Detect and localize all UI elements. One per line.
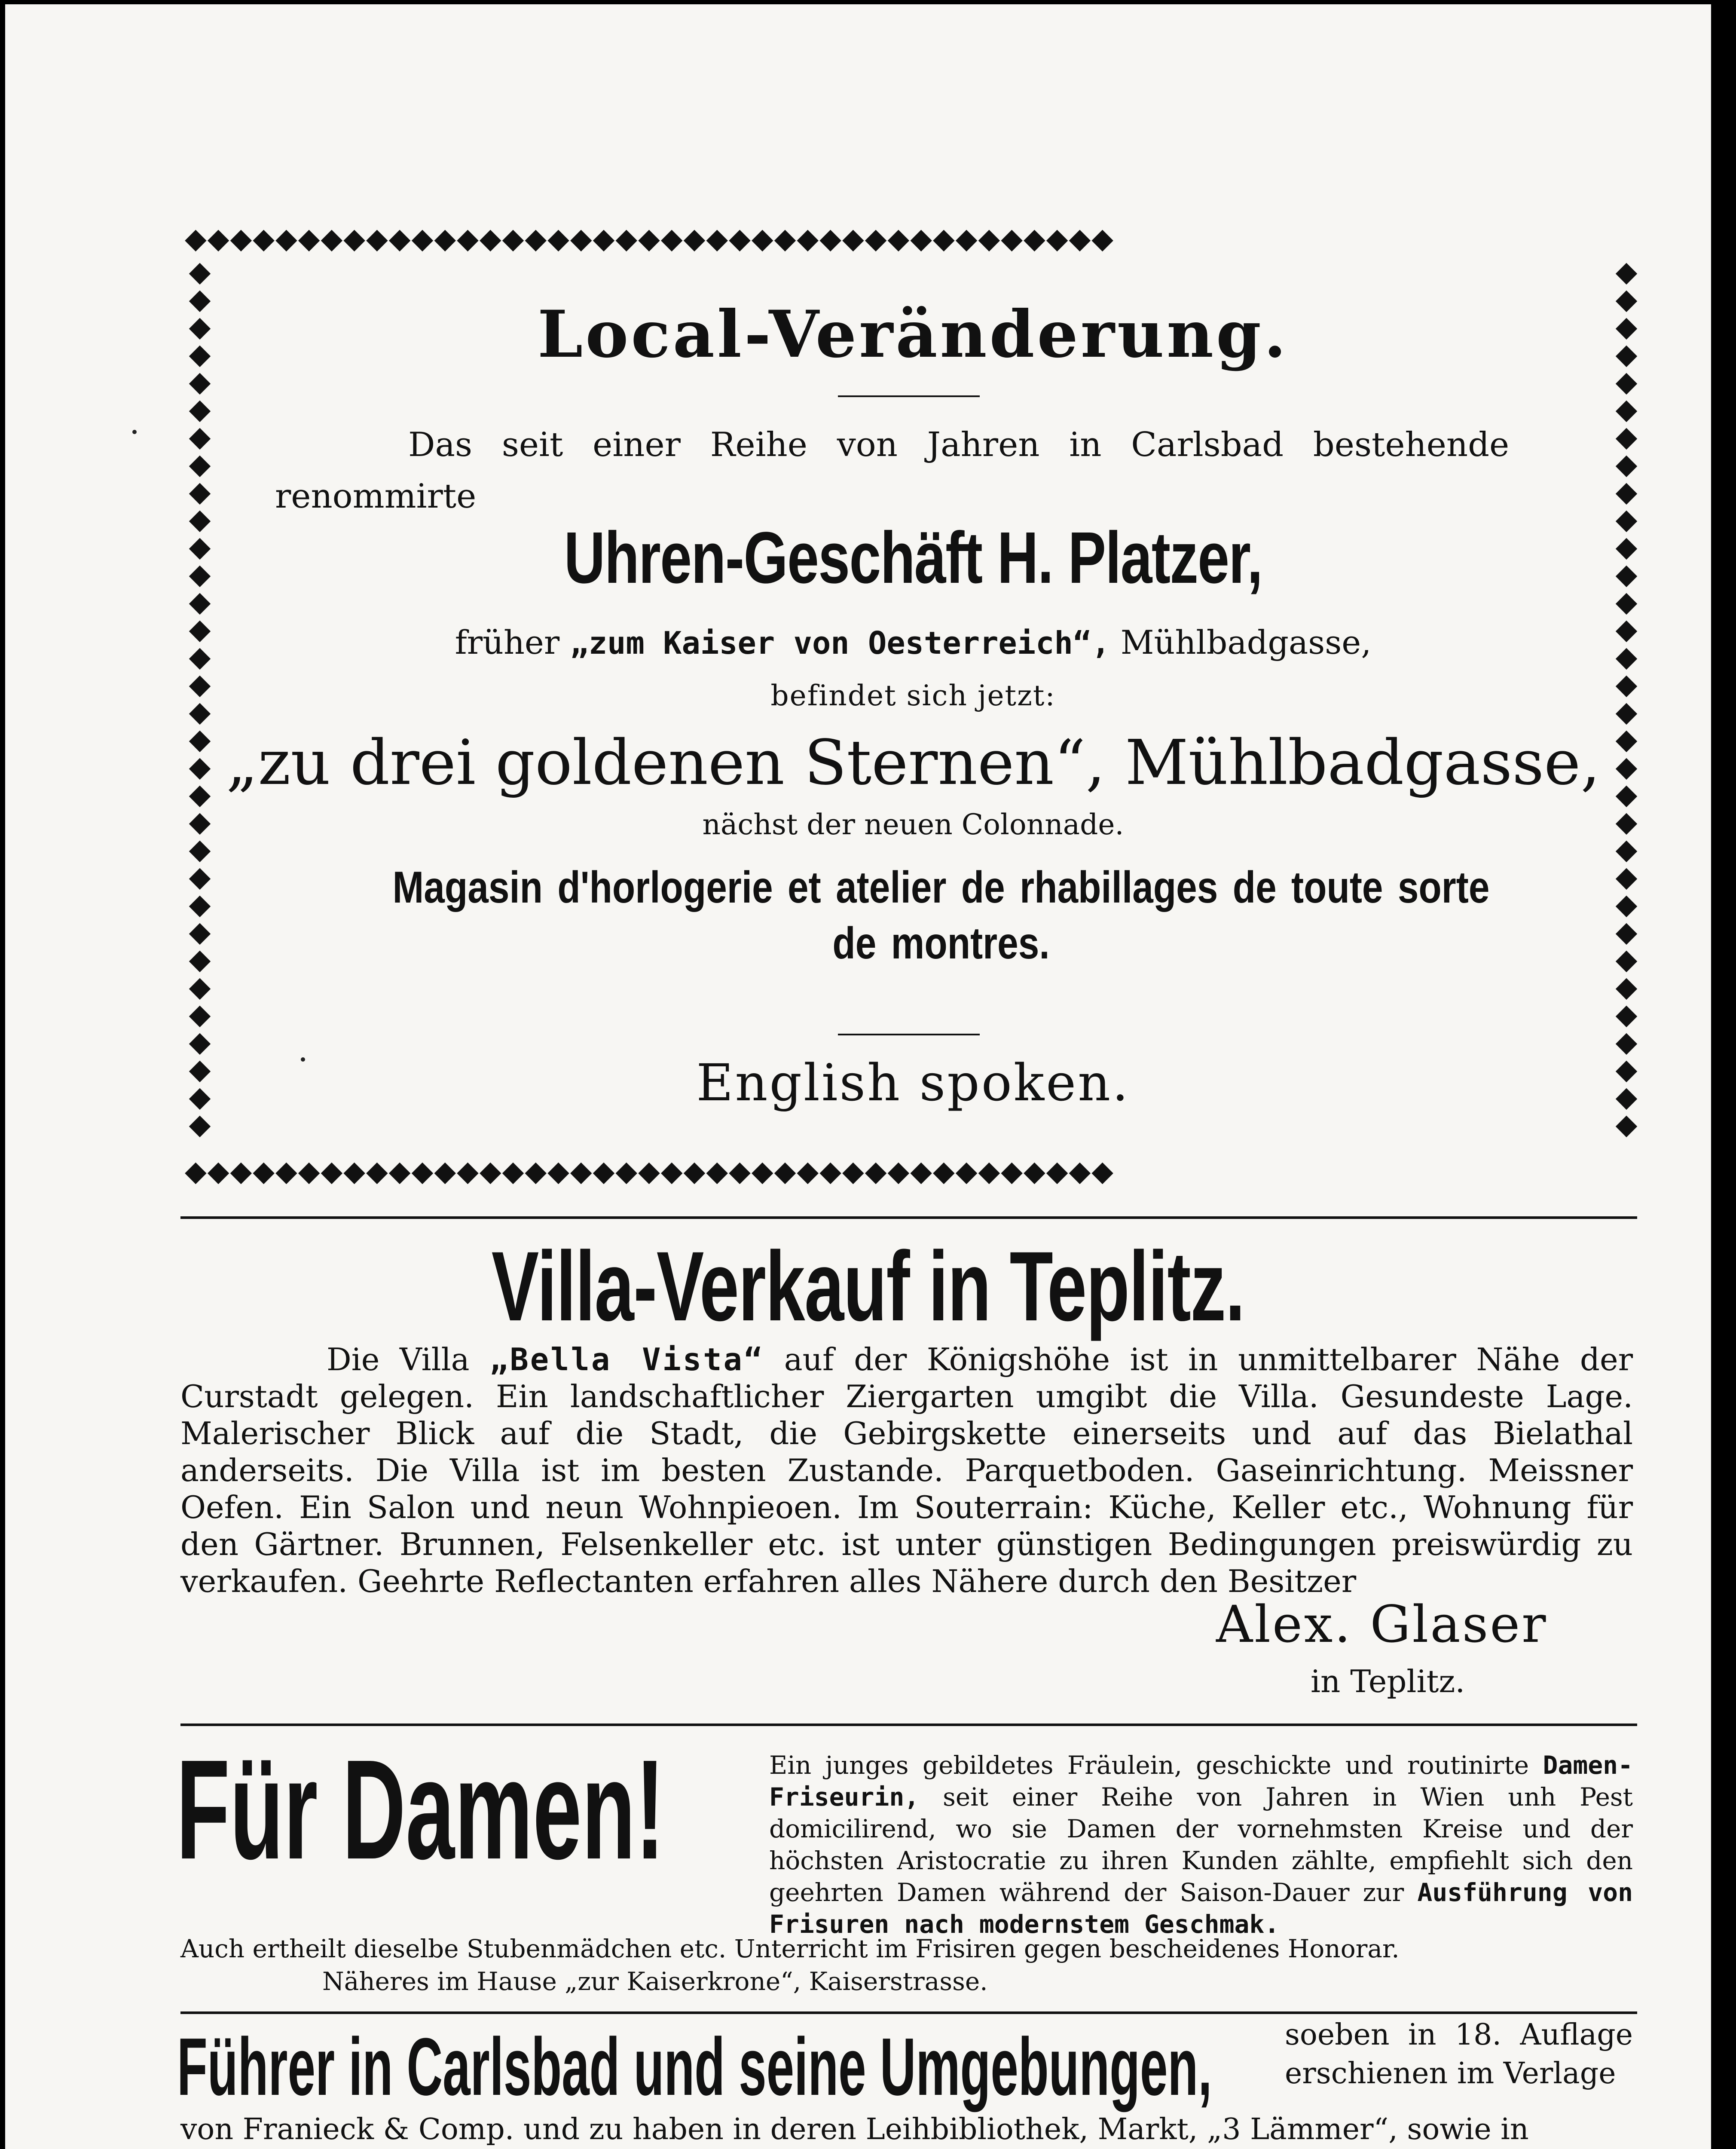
separator-2 (180, 1723, 1637, 1726)
villa-name: „Bella Vista“ (489, 1341, 764, 1378)
short-rule-2 (838, 1034, 980, 1035)
ad-title-villa: Villa-Verkauf in Teplitz. (491, 1231, 1245, 1341)
ad-title-local-change: Local-Veränderung. (537, 297, 1289, 372)
villa-body-post: auf der Königshöhe ist in unmittelbarer Nähe der Curstadt gelegen. Ein landschaftlicher Ziergarten umgibt die Villa. Gesundeste Lage. Malerischer Blick auf die Stadt, die Gebirgskette einerseits und auf das Bielathal anderseits. Die Villa ist im besten Zustande. Parquetboden. Gaseinrichtung. Meissner Oefen. Ein Salon und neun Wohnpieoen. Im Souterrain: Küche, Keller etc., Wohnung für den Gärtner. Brunnen, Felsenkeller etc. ist unter günstigen Bedingungen preiswürdig zu verkaufen. Geehrte Reflectanten erfahren alles Nähere durch den Besitzer (180, 1341, 1633, 1599)
separator-3 (180, 2011, 1637, 2014)
ladies-bold-2: Ausführung von Frisuren nach modernstem Geschmak. (769, 1878, 1633, 1939)
short-rule (838, 395, 980, 397)
villa-description (180, 1341, 1633, 1600)
english-spoken: English spoken. (696, 1053, 1130, 1112)
ad-title-guide: Führer in Carlsbad und seine Umgebungen, (177, 2021, 1212, 2112)
guide-line-2: von Franieck & Comp. und zu haben in deren Leihbibliothek, Markt, „3 Lämmer“, sowie in (180, 2112, 1529, 2146)
diamond-border-bottom: ◆◆◆◆◆◆◆◆◆◆◆◆◆◆◆◆◆◆◆◆◆◆◆◆◆◆◆◆◆◆◆◆◆◆◆◆◆◆◆◆◆ (185, 1156, 1115, 1186)
diamond-border-top: ◆◆◆◆◆◆◆◆◆◆◆◆◆◆◆◆◆◆◆◆◆◆◆◆◆◆◆◆◆◆◆◆◆◆◆◆◆◆◆◆◆ (185, 223, 1115, 254)
formerly-prefix: früher (455, 623, 560, 661)
formerly-name: „zum Kaiser von Oesterreich“, (570, 625, 1110, 661)
ladies-bold-1: Damen-Friseurin, (769, 1751, 1633, 1812)
villa-signature-location: in Teplitz. (1311, 1663, 1465, 1699)
guide-edition: soeben in 18. Auflage erschienen im Verlage (1285, 2018, 1633, 2091)
villa-body-pre: Die Villa (327, 1341, 470, 1378)
separator-1 (180, 1216, 1637, 1219)
ladies-body-1: Ein junges gebildetes Fräulein, geschickte und routinirte (769, 1751, 1529, 1780)
ad-title-ladies: Für Damen! (176, 1730, 665, 1889)
near-note: nächst der neuen Colonnade. (702, 808, 1124, 841)
ad-local-change (185, 223, 1641, 1186)
ladies-description (769, 1749, 1633, 1940)
diamond-border-left: ◆◆◆◆◆◆◆◆◆◆◆◆◆◆◆◆◆◆◆◆◆◆◆◆◆◆◆◆◆◆◆◆ (189, 258, 211, 1141)
ladies-line-3: Auch ertheilt dieselbe Stubenmädchen etc. Unterricht im Frisiren gegen bescheidenes Honorar. (180, 1934, 1400, 1963)
intro-line-1: Das seit einer Reihe von Jahren in Carlsbad bestehende (408, 426, 1510, 464)
ink-speck (132, 430, 137, 434)
scan-edge-left (0, 0, 5, 2149)
french-text: Magasin d'horlogerie et atelier de rhabillages de toute sorte de montres. (392, 863, 1490, 968)
formerly-street: Mühlbadgasse, (1120, 623, 1372, 661)
former-address (185, 623, 1641, 661)
scan-edge-right (1711, 0, 1736, 2149)
ladies-body-2: seit einer Reihe von Jahren in Wien unh Pest domicilirend, wo sie Damen der vornehmsten Kreise und der höchsten Aristocratie zu ihren Kunden zählte, empfiehlt sich den geehrten Damen während der Saison-Dauer zur (769, 1782, 1633, 1907)
villa-signature: Alex. Glaser (1216, 1595, 1548, 1654)
intro-line-2: renommirte (275, 477, 477, 516)
located-now: befindet sich jetzt: (770, 679, 1056, 712)
ladies-line-4: Näheres im Hause „zur Kaiserkrone“, Kaiserstrasse. (322, 1967, 988, 1996)
new-address: „zu drei goldenen Sternen“, Mühlbadgasse, (226, 726, 1601, 799)
diamond-border-right: ◆◆◆◆◆◆◆◆◆◆◆◆◆◆◆◆◆◆◆◆◆◆◆◆◆◆◆◆◆◆◆◆ (1615, 258, 1638, 1141)
shop-name: Uhren-Geschäft H. Platzer, (564, 517, 1262, 599)
ink-speck (301, 1057, 305, 1062)
